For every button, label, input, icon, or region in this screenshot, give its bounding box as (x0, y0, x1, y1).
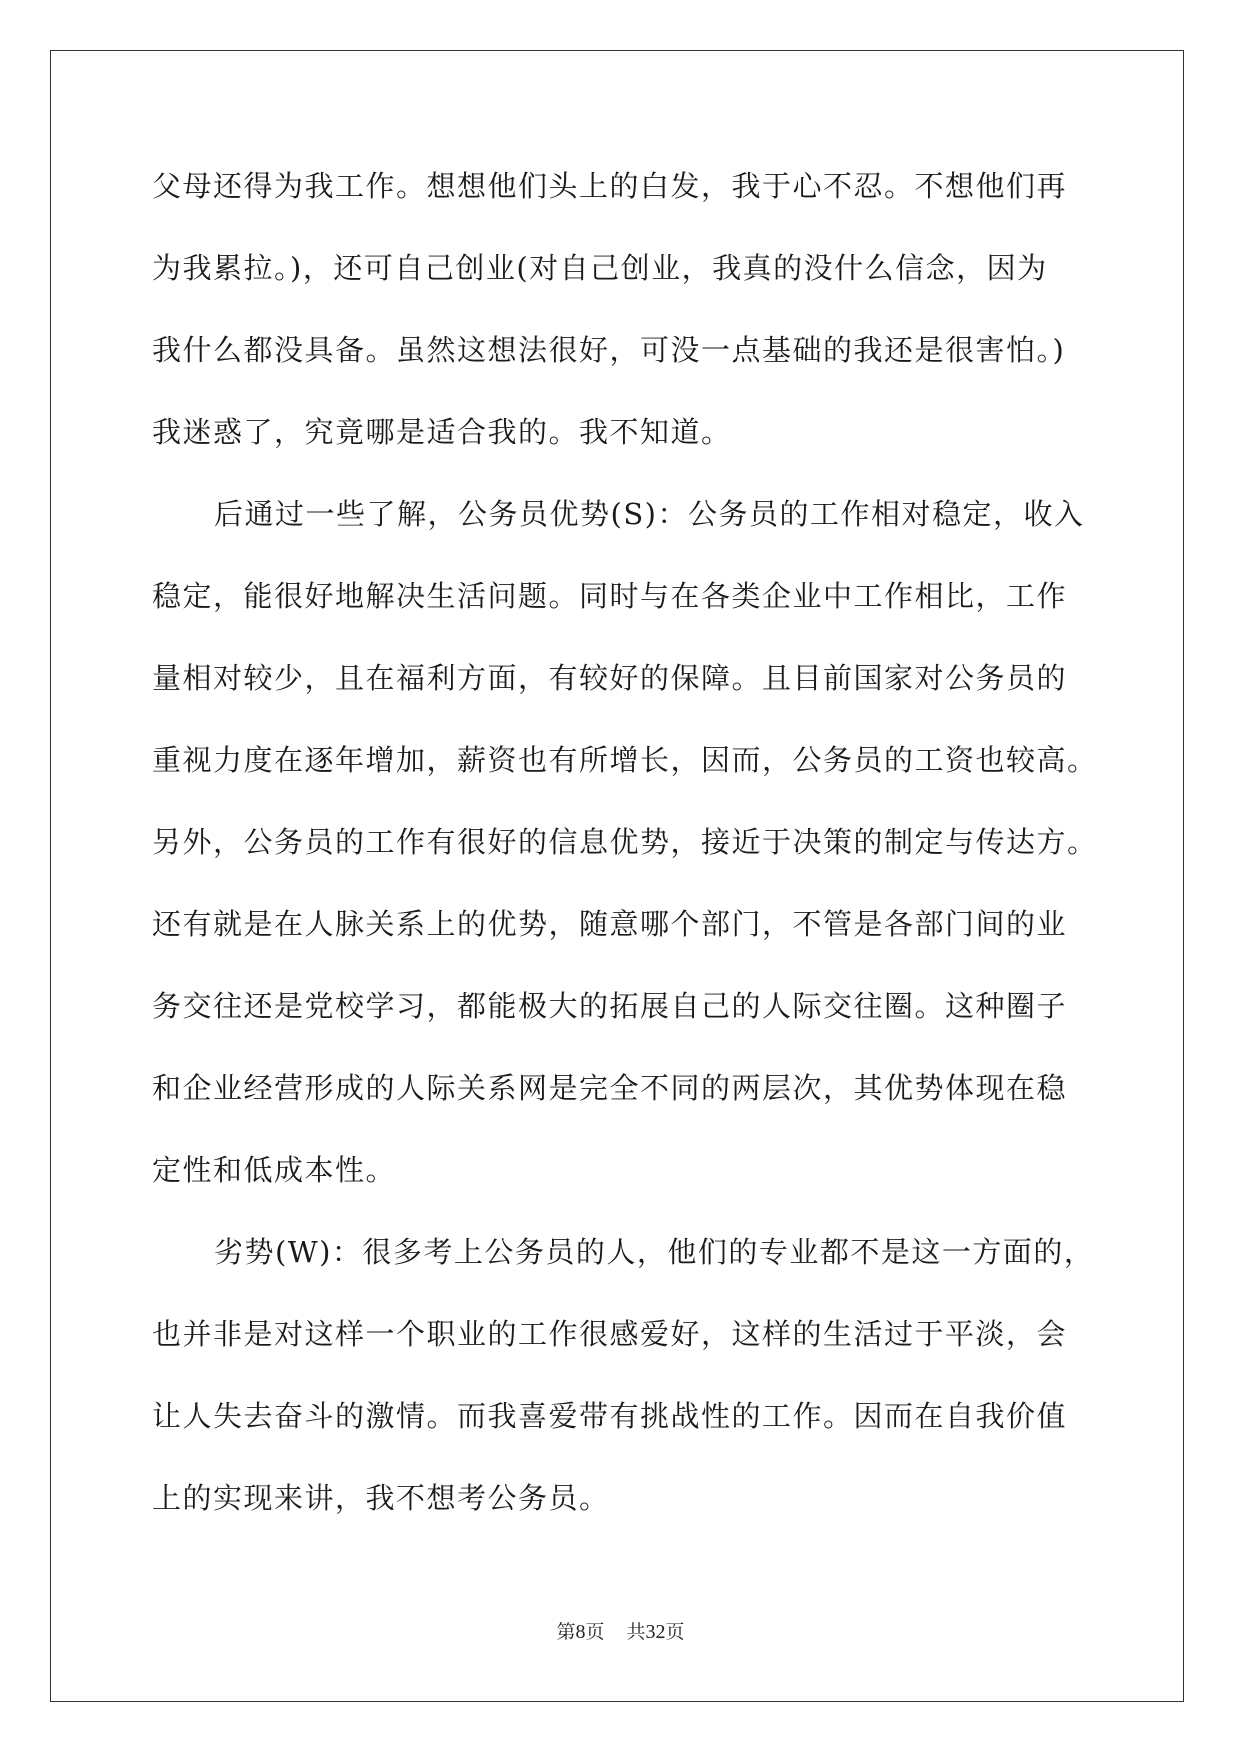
text-line: 为我累拉。)，还可自己创业(对自己创业，我真的没什么信念，因为 (152, 251, 1048, 285)
text-line: 务交往还是党校学习，都能极大的拓展自己的人际交往圈。这种圈子 (152, 989, 1068, 1023)
text-line: 让人失去奋斗的激情。而我喜爱带有挑战性的工作。因而在自我价值 (152, 1399, 1068, 1433)
text-line: 重视力度在逐年增加，薪资也有所增长，因而，公务员的工资也较高。 (152, 743, 1098, 777)
text-line: 定性和低成本性。 (152, 1153, 397, 1187)
text-line: 上的实现来讲，我不想考公务员。 (152, 1481, 610, 1515)
total-pages-label: 共32页 (626, 1621, 685, 1643)
document-body (152, 160, 1098, 1554)
page-number-label: 第8页 (556, 1621, 605, 1643)
text-line: 我迷惑了，究竟哪是适合我的。我不知道。 (152, 415, 732, 449)
text-line: 也并非是对这样一个职业的工作很感爱好，这样的生活过于平淡，会 (152, 1317, 1068, 1351)
text-line: 还有就是在人脉关系上的优势，随意哪个部门，不管是各部门间的业 (152, 907, 1068, 941)
text-line: 另外，公务员的工作有很好的信息优势，接近于决策的制定与传达方。 (152, 825, 1098, 859)
text-line: 父母还得为我工作。想想他们头上的白发，我于心不忍。不想他们再 (152, 169, 1068, 203)
text-line: 稳定，能很好地解决生活问题。同时与在各类企业中工作相比，工作 (152, 579, 1068, 613)
paragraph-start-line: 后通过一些了解，公务员优势(S)：公务员的工作相对稳定，收入 (214, 497, 1085, 531)
text-line: 和企业经营形成的人际关系网是完全不同的两层次，其优势体现在稳 (152, 1071, 1068, 1105)
text-line: 量相对较少，且在福利方面，有较好的保障。且目前国家对公务员的 (152, 661, 1068, 695)
page-footer (0, 1617, 1241, 1644)
paragraph-start-line: 劣势(W)：很多考上公务员的人，他们的专业都不是这一方面的， (214, 1235, 1095, 1269)
text-line: 我什么都没具备。虽然这想法很好，可没一点基础的我还是很害怕。) (152, 333, 1066, 367)
